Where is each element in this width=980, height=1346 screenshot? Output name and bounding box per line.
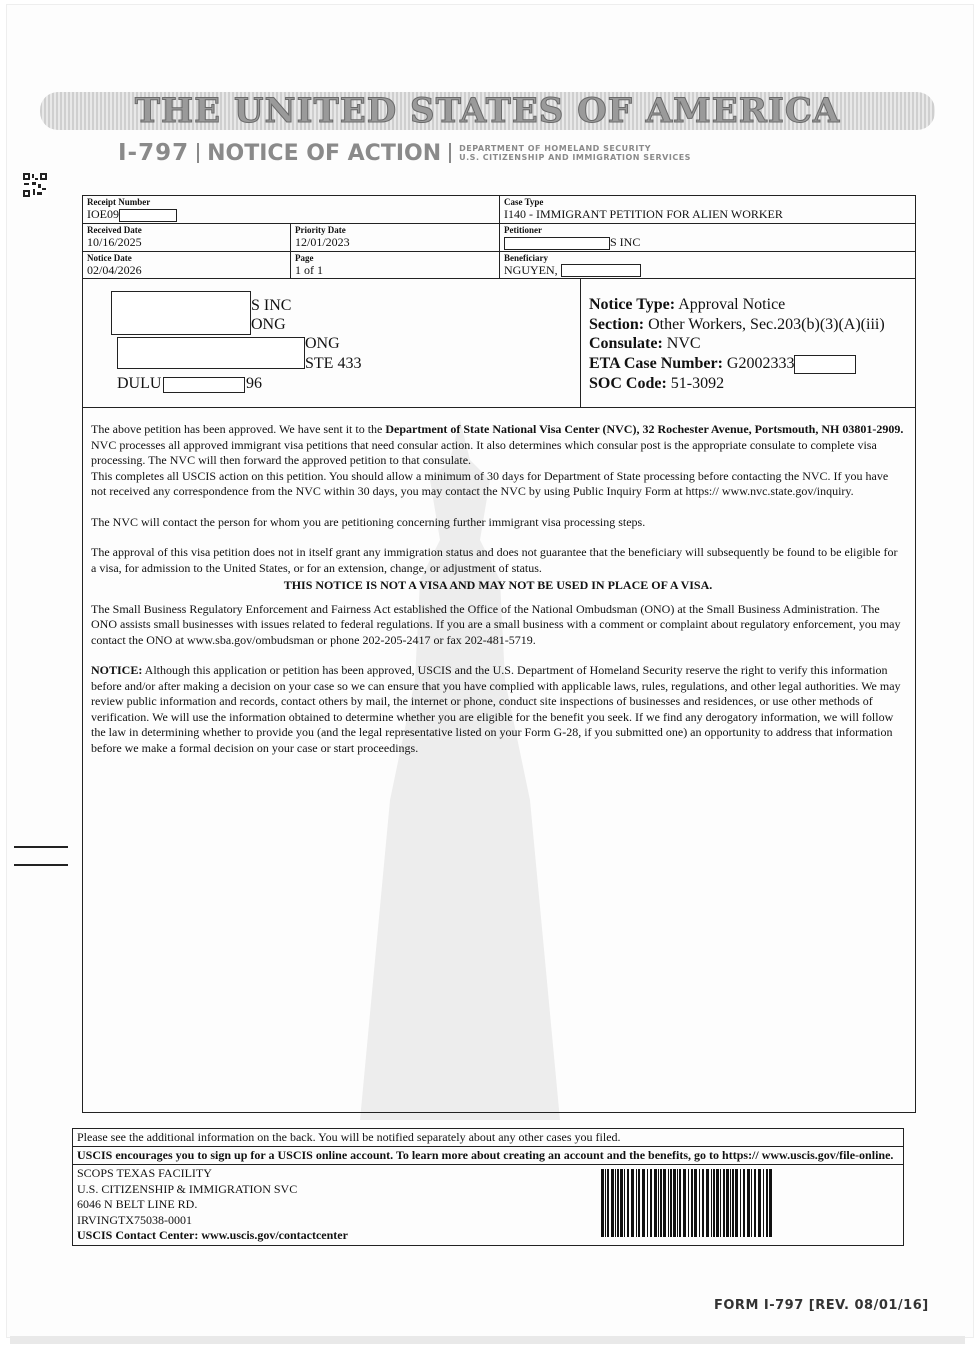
section-value: Other Workers, Sec.203(b)(3)(A)(iii) <box>648 315 885 333</box>
footer-note: Please see the additional information on the back. You will be notified separately about any other cases you filed. <box>73 1129 903 1147</box>
redaction-box <box>111 291 251 335</box>
row-dates <box>83 224 915 252</box>
form-title: NOTICE OF ACTION <box>207 140 442 166</box>
banner-title: THE UNITED STATES OF AMERICA <box>134 91 841 131</box>
petitioner-value: S INC <box>610 234 641 249</box>
mailing-address <box>83 279 581 407</box>
receipt-number-label: Receipt Number <box>87 197 151 207</box>
received-date-value: 10/16/2025 <box>87 234 142 249</box>
redaction-box <box>117 337 305 369</box>
notice-info <box>581 279 885 407</box>
address-line-4: STE 433 <box>305 355 362 373</box>
paragraph-processing: This completes all USCIS action on this petition. You should allow a minimum of 30 days for Department of State processing before contacting the NVC. If you have not received any correspondence from the NVC within 30 days, you may contact the NVC by using Public Inquiry Form at https:// www.nvc.state.gov/inquiry. <box>91 468 889 499</box>
consulate-label: Consulate: <box>589 335 663 353</box>
redaction-box <box>561 264 641 277</box>
header-divider <box>449 143 451 163</box>
page-value: 1 of 1 <box>295 262 323 277</box>
priority-date-value: 12/01/2023 <box>295 234 350 249</box>
priority-date-label: Priority Date <box>295 224 346 235</box>
redaction-box <box>504 237 610 250</box>
contact-center: USCIS Contact Center: www.uscis.gov/contactcenter <box>77 1228 348 1242</box>
barcode-icon <box>601 1169 773 1237</box>
agency-name <box>459 144 691 162</box>
agency-line-1: DEPARTMENT OF HOMELAND SECURITY <box>459 144 652 153</box>
paragraph-contact: The NVC will contact the person for whom you are petitioning concerning further immigrant visa processing steps. <box>91 514 646 529</box>
notice-label: NOTICE: <box>91 663 143 678</box>
notice-body <box>83 408 915 1112</box>
notice-date-label: Notice Date <box>87 252 132 263</box>
header-divider <box>197 143 199 163</box>
priority-date-cell <box>291 224 500 251</box>
eta-case-value: G2002333 <box>726 354 795 372</box>
paragraph-notice: NOTICE: Although this application or petition has been approved, USCIS and the U.S. Department of Homeland Security reserve the right to verify this information before and/or after making a decision on your case so we can ensure that you have complied with applicable laws, rules, regulations, and other legal authorities. We may review public information and records, contact others by mail, the internet or phone, conduct site inspections of businesses and residences, or use other methods of verification. We will use the information obtained to determine whether you are eligible for the benefit you seek. If we find any derogatory information, we will follow the law in determining whether to provide you (and the legal representative listed on your Form G-28, if you submitted one) an opportunity to address that information before we make a formal decision on your case or start proceedings. <box>91 663 901 755</box>
petitioner-cell <box>500 224 915 251</box>
consulate-value: NVC <box>666 335 701 353</box>
fold-mark <box>14 864 68 866</box>
address-line-2: ONG <box>251 316 286 334</box>
paragraph-status: The approval of this visa petition does not in itself grant any immigration status and does not guarantee that the beneficiary will subsequently be found to be eligible for a visa, for admission to the United States, or for an extension, change, or adjustment of status. <box>91 545 898 575</box>
redaction-box <box>163 377 245 393</box>
paragraph-nvc: The above petition has been approved. We have sent it to the Department of State National Visa Center (NVC), 32 Rochester Avenue, Portsmouth, NH 03801-2909. NVC processes all approved immigrant visa petitions that need consular action. It also determines which consular post is the appropriate consulate to complete visa processing. The NVC will then forward the approved petition to that consulate. <box>91 422 904 468</box>
case-type-value: I140 - IMMIGRANT PETITION FOR ALIEN WORKER <box>504 207 783 221</box>
page-cell <box>291 252 500 279</box>
soc-code-value: 51-3092 <box>670 374 725 392</box>
form-header <box>118 140 691 166</box>
receipt-number-cell <box>83 196 500 223</box>
paragraph-ombudsman: The Small Business Regulatory Enforcement and Fairness Act established the Office of the National Ombudsman (ONO) at the Small Business Administration. The ONO assists small businesses with issues related to federal regulations. If you are a small business with a comment or complaint about regulatory enforcement, you may contact the ONO at www.sba.gov/ombudsman or phone 202-205-2417 or fax 202-481-5719. <box>91 601 901 647</box>
fold-mark <box>14 846 68 848</box>
receipt-number-value: IOE09 <box>87 207 119 221</box>
address-zip: 96 <box>246 375 262 393</box>
beneficiary-value: NGUYEN, <box>504 262 558 277</box>
beneficiary-label: Beneficiary <box>504 252 548 263</box>
nvc-address: Department of State National Visa Center (NVC), 32 Rochester Avenue, Portsmouth, NH 03801-2909. <box>385 422 904 437</box>
notice-type-label: Notice Type: <box>589 296 676 314</box>
facility-line-2: U.S. CITIZENSHIP & IMMIGRATION SVC <box>77 1181 298 1196</box>
address-line-3: ONG <box>305 335 340 353</box>
row-notice-date <box>83 252 915 280</box>
redaction-box <box>119 209 177 222</box>
facility-line-1: SCOPS TEXAS FACILITY <box>77 1166 212 1180</box>
page-label: Page <box>295 252 314 263</box>
agency-line-2: U.S. CITIZENSHIP AND IMMIGRATION SERVICES <box>459 153 691 162</box>
notice-date-value: 02/04/2026 <box>87 262 142 277</box>
petitioner-label: Petitioner <box>504 224 542 235</box>
beneficiary-cell <box>500 252 915 279</box>
section-label: Section: <box>589 315 645 333</box>
notice-type-value: Approval Notice <box>678 296 786 314</box>
address-city: DULU <box>117 375 162 393</box>
notice-box <box>82 195 916 1113</box>
soc-code-label: SOC Code: <box>589 374 667 392</box>
facility-line-4: IRVINGTX75038-0001 <box>77 1212 193 1227</box>
address-section <box>83 279 915 408</box>
facility-line-3: 6046 N BELT LINE RD. <box>77 1197 198 1211</box>
notice-date-cell <box>83 252 291 279</box>
facility-address <box>73 1165 903 1245</box>
redaction-box <box>794 355 856 374</box>
qr-code-icon <box>22 172 48 198</box>
row-receipt <box>83 196 915 224</box>
form-id: I-797 <box>118 140 190 166</box>
eta-case-label: ETA Case Number: <box>589 354 723 372</box>
page-shadow <box>10 1336 965 1344</box>
case-type-label: Case Type <box>504 197 544 207</box>
banner <box>40 86 935 136</box>
case-type-cell <box>500 196 915 223</box>
received-date-cell <box>83 224 291 251</box>
form-revision: FORM I-797 [REV. 08/01/16] <box>714 1298 929 1313</box>
online-account-note: USCIS encourages you to sign up for a USCIS online account. To learn more about creating an account and the benefits, go to https:// www.uscis.gov/file-online. <box>73 1147 903 1165</box>
received-date-label: Received Date <box>87 224 142 235</box>
address-line-1: S INC <box>251 297 292 315</box>
not-a-visa-warning: THIS NOTICE IS NOT A VISA AND MAY NOT BE USED IN PLACE OF A VISA. <box>283 578 713 593</box>
footer-box <box>72 1128 904 1246</box>
